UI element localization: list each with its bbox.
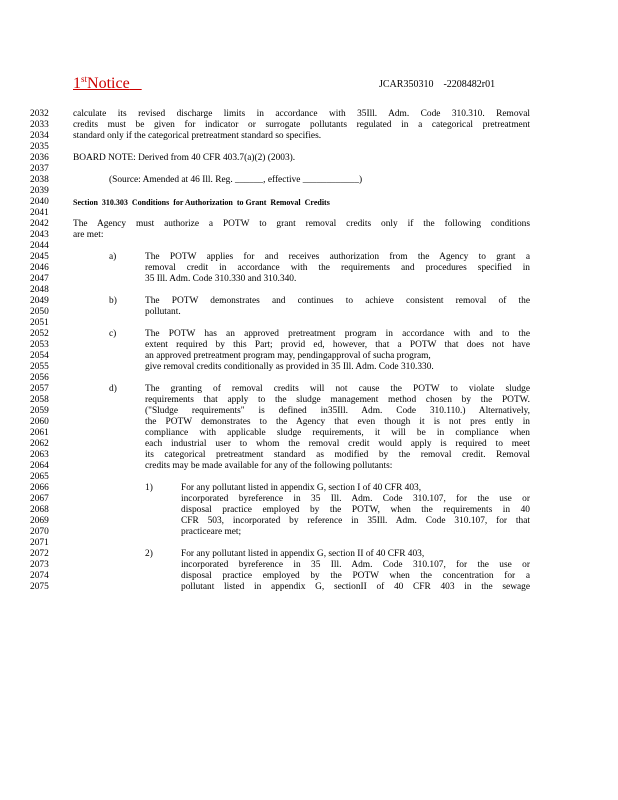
line-number: 2057 — [30, 384, 49, 394]
document-line — [0, 153, 618, 164]
line-number: 2060 — [30, 417, 49, 427]
line-text: compliance with applicable sludge requirements, it will be in compliance when — [145, 428, 530, 438]
line-number: 2042 — [30, 219, 49, 229]
line-text: CFR 503, incorporated by reference in 35Ill. Adm. Code 310.107, for that — [181, 516, 530, 526]
line-text: The POTW has an approved pretreatment program in accordance with and to the — [145, 329, 530, 339]
line-text: each industrial user to whom the removal credit would apply is required to meet — [145, 439, 530, 449]
document-line — [0, 186, 618, 197]
line-number: 2070 — [30, 527, 49, 537]
document-line — [0, 538, 618, 549]
line-text: BOARD NOTE: Derived from 40 CFR 403.7(a)(2) (2003). — [73, 153, 296, 163]
document-line — [0, 516, 618, 527]
document-line — [0, 373, 618, 384]
document-line — [0, 571, 618, 582]
document-line — [0, 527, 618, 538]
document-line — [0, 472, 618, 483]
list-label: 2) — [145, 549, 153, 559]
document-line — [0, 406, 618, 417]
line-number: 2035 — [30, 142, 49, 152]
document-line — [0, 428, 618, 439]
line-number: 2038 — [30, 175, 49, 185]
document-body — [0, 109, 618, 593]
document-line — [0, 175, 618, 186]
jcar-reference: JCAR350310 -2208482r01 — [379, 79, 496, 90]
document-line — [0, 120, 618, 131]
line-number: 2049 — [30, 296, 49, 306]
line-text: For any pollutant listed in appendix G, section I of 40 CFR 403, — [181, 483, 422, 493]
document-line — [0, 483, 618, 494]
document-line — [0, 142, 618, 153]
document-line — [0, 494, 618, 505]
line-text: (Source: Amended at 46 Ill. Reg. ______, effective ____________) — [109, 175, 363, 185]
line-number: 2041 — [30, 208, 49, 218]
line-text: its categorical pretreatment standard as modified by the removal credit. Removal — [145, 450, 530, 460]
document-line — [0, 560, 618, 571]
line-text: ("Sludge requirements" is defined in35Ill. Adm. Code 310.110.) Alternatively, — [145, 406, 530, 416]
line-number: 2075 — [30, 582, 49, 592]
section-heading: Section 310.303 Conditions for Authorization to Grant Removal Credits — [73, 198, 330, 207]
line-number: 2033 — [30, 120, 49, 130]
document-line — [0, 263, 618, 274]
line-text: give removal credits conditionally as provided in 35 Ill. Adm. Code 310.330. — [145, 362, 434, 372]
line-number: 2062 — [30, 439, 49, 449]
line-number: 2040 — [30, 197, 49, 207]
line-number: 2053 — [30, 340, 49, 350]
line-number: 2044 — [30, 241, 49, 251]
list-label: a) — [109, 252, 117, 262]
line-number: 2059 — [30, 406, 49, 416]
document-line — [0, 384, 618, 395]
line-number: 2067 — [30, 494, 49, 504]
document-line — [0, 582, 618, 593]
line-number: 2051 — [30, 318, 49, 328]
line-number: 2063 — [30, 450, 49, 460]
document-line — [0, 461, 618, 472]
line-number: 2039 — [30, 186, 49, 196]
page-header — [73, 74, 543, 94]
line-number: 2052 — [30, 329, 49, 339]
line-text: pollutant. — [145, 307, 181, 317]
line-number: 2064 — [30, 461, 49, 471]
line-text: pollutant listed in appendix G, sectionII of 40 CFR 403 in the sewage — [181, 582, 530, 592]
document-line — [0, 351, 618, 362]
line-number: 2037 — [30, 164, 49, 174]
document-line — [0, 252, 618, 263]
line-text: 35 Ill. Adm. Code 310.330 and 310.340. — [145, 274, 297, 284]
line-number: 2045 — [30, 252, 49, 262]
line-text: The POTW applies for and receives authorization from the Agency to grant a — [145, 252, 530, 262]
document-line — [0, 164, 618, 175]
document-line — [0, 329, 618, 340]
line-text: For any pollutant listed in appendix G, section II of 40 CFR 403, — [181, 549, 425, 559]
line-number: 2046 — [30, 263, 49, 273]
line-number: 2034 — [30, 131, 49, 141]
document-line — [0, 197, 618, 208]
document-line — [0, 241, 618, 252]
document-line — [0, 439, 618, 450]
line-number: 2054 — [30, 351, 49, 361]
list-label: b) — [109, 296, 117, 306]
line-text: credits must be given for indicator or surrogate pollutants regulated in a categorical pretreatment — [73, 120, 530, 130]
line-number: 2058 — [30, 395, 49, 405]
line-text: disposal practice employed by the POTW, when the requirements in 40 — [181, 505, 530, 515]
line-text: incorporated byreference in 35 Ill. Adm. Code 310.107, for the use or — [181, 560, 530, 570]
line-text: The POTW demonstrates and continues to achieve consistent removal of the — [145, 296, 530, 306]
line-text: requirements that apply to the sludge management method chosen by the POTW. — [145, 395, 530, 405]
line-number: 2036 — [30, 153, 49, 163]
line-number: 2071 — [30, 538, 49, 548]
line-number: 2069 — [30, 516, 49, 526]
document-line — [0, 219, 618, 230]
document-line — [0, 549, 618, 560]
line-text: practiceare met; — [181, 527, 242, 537]
line-number: 2068 — [30, 505, 49, 515]
document-line — [0, 505, 618, 516]
line-text: an approved pretreatment program may, pendingapproval of sucha program, — [145, 351, 431, 361]
line-text: removal credit in accordance with the requirements and procedures specified in — [145, 263, 530, 273]
line-text: are met: — [73, 230, 104, 240]
line-number: 2073 — [30, 560, 49, 570]
line-number: 2074 — [30, 571, 49, 581]
line-text: The granting of removal credits will not cause the POTW to violate sludge — [145, 384, 530, 394]
document-line — [0, 274, 618, 285]
line-number: 2047 — [30, 274, 49, 284]
list-label: c) — [109, 329, 117, 339]
line-text: extent required by this Part; provid ed, however, that a POTW that does not have — [145, 340, 530, 350]
list-label: 1) — [145, 483, 153, 493]
document-line — [0, 417, 618, 428]
document-line — [0, 131, 618, 142]
document-line — [0, 230, 618, 241]
line-number: 2072 — [30, 549, 49, 559]
document-line — [0, 395, 618, 406]
line-number: 2066 — [30, 483, 49, 493]
document-line — [0, 318, 618, 329]
list-label: d) — [109, 384, 117, 394]
line-number: 2032 — [30, 109, 49, 119]
document-line — [0, 340, 618, 351]
document-line — [0, 307, 618, 318]
line-number: 2056 — [30, 373, 49, 383]
document-line — [0, 450, 618, 461]
document-line — [0, 296, 618, 307]
line-number: 2061 — [30, 428, 49, 438]
document-line — [0, 285, 618, 296]
line-text: credits may be made available for any of the following pollutants: — [145, 461, 393, 471]
line-text: disposal practice employed by the POTW when the concentration for a — [181, 571, 530, 581]
line-text: standard only if the categorical pretreatment standard so specifies. — [73, 131, 322, 141]
line-number: 2050 — [30, 307, 49, 317]
line-text: the POTW demonstrates to the Agency that even though it is not pres ently in — [145, 417, 530, 427]
document-line — [0, 362, 618, 373]
line-number: 2055 — [30, 362, 49, 372]
line-text: calculate its revised discharge limits in accordance with 35Ill. Adm. Code 310.310. Removal — [73, 109, 530, 119]
line-number: 2065 — [30, 472, 49, 482]
line-text: incorporated byreference in 35 Ill. Adm. Code 310.107, for the use or — [181, 494, 530, 504]
document-line — [0, 208, 618, 219]
line-text: The Agency must authorize a POTW to grant removal credits only if the following conditions — [73, 219, 530, 229]
line-number: 2048 — [30, 285, 49, 295]
line-number: 2043 — [30, 230, 49, 240]
document-line — [0, 109, 618, 120]
notice-title: 1stNotice — [73, 74, 130, 92]
